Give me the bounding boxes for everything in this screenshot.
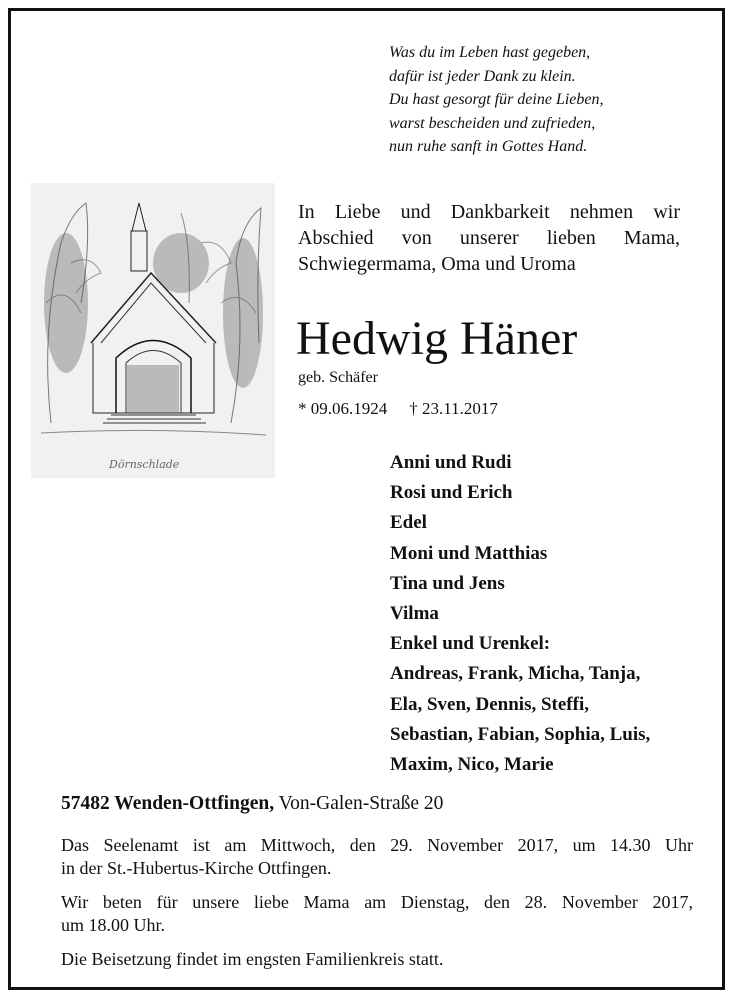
poem-line: dafür ist jeder Dank zu klein. — [389, 67, 576, 85]
intro-line: Schwiegermama, Oma und Uroma — [298, 253, 576, 275]
family-line: Vilma — [390, 603, 439, 625]
prayer-paragraph — [61, 891, 693, 937]
chapel-sketch — [31, 183, 275, 478]
paragraph-line: Wir beten für unsere liebe Mama am Dienstag, den 28. November 2017, — [61, 892, 693, 912]
family-list — [390, 448, 720, 780]
paragraph-line: in der St.-Hubertus-Kirche Ottfingen. — [61, 858, 332, 878]
death-date: † 23.11.2017 — [409, 399, 498, 418]
birth-name: geb. Schäfer — [298, 369, 378, 386]
poem — [389, 41, 709, 159]
paragraph-line: um 18.00 Uhr. — [61, 915, 166, 935]
family-line: Enkel und Urenkel: — [390, 633, 551, 655]
poem-line: warst bescheiden und zufrieden, — [389, 114, 596, 132]
deceased-name: Hedwig Häner — [296, 312, 578, 365]
intro-line: Abschied von unserer lieben Mama, — [298, 227, 680, 249]
poem-line: Du hast gesorgt für deine Lieben, — [389, 91, 604, 108]
family-line: Edel — [390, 512, 427, 534]
sketch-caption: Dörnschlade — [109, 458, 180, 471]
family-line: Rosi und Erich — [390, 482, 513, 504]
family-line: Tina und Jens — [390, 572, 505, 594]
intro-text — [298, 199, 680, 277]
chapel-sketch-icon — [31, 183, 275, 478]
address-street: Von-Galen-Straße 20 — [274, 793, 444, 814]
family-line: Sebastian, Fabian, Sophia, Luis, — [390, 723, 651, 745]
poem-line: Was du im Leben hast gegeben, — [389, 44, 591, 61]
address-place: 57482 Wenden-Ottfingen, — [61, 793, 275, 814]
intro-line: In Liebe und Dankbarkeit nehmen wir — [298, 201, 680, 223]
address — [61, 793, 443, 815]
family-line: Moni und Matthias — [390, 542, 548, 564]
family-line: Ela, Sven, Dennis, Steffi, — [390, 693, 589, 715]
family-line: Anni und Rudi — [390, 452, 512, 473]
poem-line: nun ruhe sanft in Gottes Hand. — [389, 138, 588, 155]
burial-paragraph — [61, 948, 693, 971]
birth-date: * 09.06.1924 — [298, 399, 388, 418]
family-line: Maxim, Nico, Marie — [390, 754, 554, 776]
life-dates — [298, 399, 498, 419]
paragraph-line: Das Seelenamt ist am Mittwoch, den 29. November 2017, um 14.30 Uhr — [61, 835, 693, 855]
service-paragraph — [61, 834, 693, 880]
paragraph-line: Die Beisetzung findet im engsten Familienkreis statt. — [61, 949, 444, 969]
family-line: Andreas, Frank, Micha, Tanja, — [390, 663, 641, 685]
obituary-notice — [8, 8, 725, 990]
